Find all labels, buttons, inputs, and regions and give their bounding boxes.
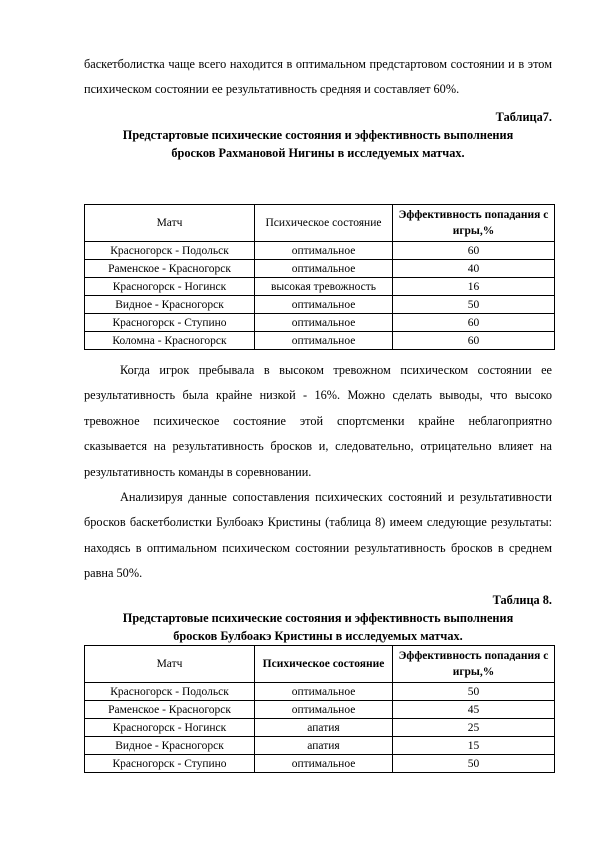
table-row bbox=[85, 683, 555, 701]
table7-cell-match: Раменское - Красногорск bbox=[85, 260, 255, 278]
table8-cell-state: оптимальное bbox=[255, 755, 393, 773]
paragraph-intro: баскетболистка чаще всего находится в оптимальном предстартовом состоянии и в этом психическом состоянии ее результативность средняя и составляет 60%. bbox=[84, 57, 552, 97]
table7-cell-efficiency: 50 bbox=[393, 296, 555, 314]
table7-header-row bbox=[85, 205, 555, 242]
table8-header-state: Психическое состояние bbox=[255, 646, 393, 683]
table7-cell-match: Красногорск - Подольск bbox=[85, 242, 255, 260]
table7-cell-efficiency: 16 bbox=[393, 278, 555, 296]
table8-cell-efficiency: 45 bbox=[393, 701, 555, 719]
table8-cell-match: Видное - Красногорск bbox=[85, 737, 255, 755]
table-row bbox=[85, 719, 555, 737]
table8-title-line2: бросков Булбоакэ Кристины в исследуемых матчах. bbox=[173, 628, 463, 643]
table8-header-efficiency: Эффективность попадания с игры,% bbox=[393, 646, 555, 683]
table-row bbox=[85, 332, 555, 350]
table7-cell-efficiency: 40 bbox=[393, 260, 555, 278]
table8-number: Таблица 8. bbox=[492, 592, 552, 607]
table7-cell-efficiency: 60 bbox=[393, 242, 555, 260]
table8-cell-efficiency: 25 bbox=[393, 719, 555, 737]
table8-cell-efficiency: 50 bbox=[393, 755, 555, 773]
table7-cell-state: оптимальное bbox=[255, 296, 393, 314]
table-row bbox=[85, 314, 555, 332]
table-row bbox=[85, 755, 555, 773]
table8-header-match: Матч bbox=[85, 646, 255, 683]
table7-cell-efficiency: 60 bbox=[393, 332, 555, 350]
table7-title-line1: Предстартовые психические состояния и эффективность выполнения bbox=[122, 127, 514, 142]
table8-cell-match: Красногорск - Ногинск bbox=[85, 719, 255, 737]
table7-cell-state: высокая тревожность bbox=[255, 278, 393, 296]
table8-cell-efficiency: 15 bbox=[393, 737, 555, 755]
table8-cell-state: апатия bbox=[255, 719, 393, 737]
table7-cell-state: оптимальное bbox=[255, 314, 393, 332]
paragraph-anxiety: Когда игрок пребывала в высоком тревожном психическом состоянии ее результативность была крайне низкой - 16%. Можно сделать выводы, что высоко тревожное психическое состояние этой спортсменки крайне неблагоприятно сказывается на результативность бросков и, следовательно, отрицательно влияет на результативность команды в соревновании. bbox=[84, 363, 552, 479]
table7-header-match: Матч bbox=[85, 205, 255, 242]
table-row bbox=[85, 296, 555, 314]
page-body bbox=[84, 52, 552, 162]
table-row bbox=[85, 278, 555, 296]
table7-cell-match: Красногорск - Ногинск bbox=[85, 278, 255, 296]
table8-title-line1: Предстартовые психические состояния и эффективность выполнения bbox=[122, 610, 514, 625]
table8-cell-match: Красногорск - Подольск bbox=[85, 683, 255, 701]
table8-cell-state: апатия bbox=[255, 737, 393, 755]
table8 bbox=[84, 645, 555, 773]
table7-cell-match: Коломна - Красногорск bbox=[85, 332, 255, 350]
table7-cell-match: Видное - Красногорск bbox=[85, 296, 255, 314]
page-body-middle bbox=[84, 358, 552, 645]
table7-number: Таблица7. bbox=[495, 109, 552, 124]
table7-cell-match: Красногорск - Ступино bbox=[85, 314, 255, 332]
table8-cell-state: оптимальное bbox=[255, 683, 393, 701]
table7 bbox=[84, 204, 555, 350]
table-row bbox=[85, 701, 555, 719]
paragraph-analysis: Анализируя данные сопоставления психических состояний и результативности бросков баскетболистки Булбоакэ Кристины (таблица 8) имеем следующие результаты: находясь в оптимальном психическом состоянии результативность бросков в среднем равна 50%. bbox=[84, 490, 552, 581]
table8-cell-match: Красногорск - Ступино bbox=[85, 755, 255, 773]
table8-cell-state: оптимальное bbox=[255, 701, 393, 719]
table7-header-state: Психическое состояние bbox=[255, 205, 393, 242]
table7-cell-state: оптимальное bbox=[255, 332, 393, 350]
table8-header-row bbox=[85, 646, 555, 683]
table-row bbox=[85, 242, 555, 260]
table-row bbox=[85, 260, 555, 278]
table7-title-line2: бросков Рахмановой Нигины в исследуемых матчах. bbox=[171, 145, 465, 160]
table7-cell-state: оптимальное bbox=[255, 260, 393, 278]
table7-cell-state: оптимальное bbox=[255, 242, 393, 260]
table8-cell-efficiency: 50 bbox=[393, 683, 555, 701]
table7-cell-efficiency: 60 bbox=[393, 314, 555, 332]
table7-header-efficiency: Эффективность попадания с игры,% bbox=[393, 205, 555, 242]
table8-cell-match: Раменское - Красногорск bbox=[85, 701, 255, 719]
table-row bbox=[85, 737, 555, 755]
